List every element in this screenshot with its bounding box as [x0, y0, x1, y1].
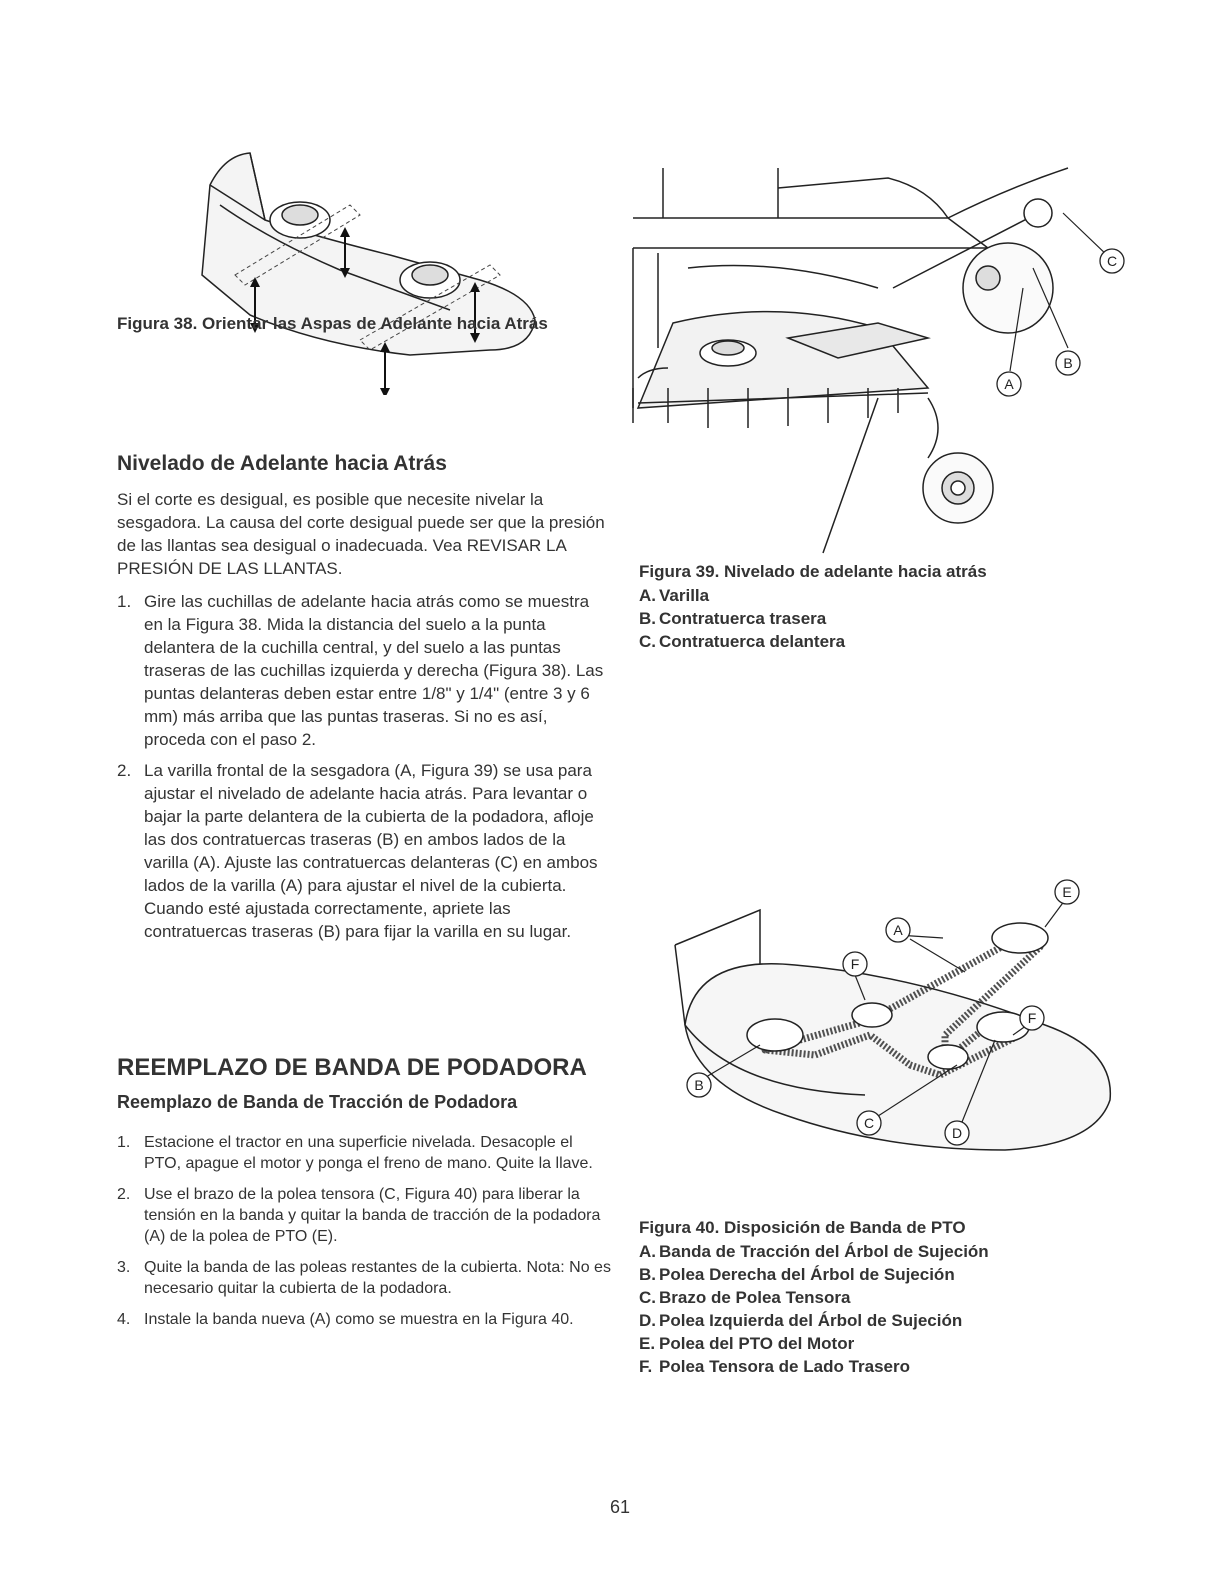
page-number: 61: [609, 1497, 631, 1517]
figure-40-legend: [639, 1240, 989, 1378]
section-title: REEMPLAZO DE BANDA DE PODADORA: [117, 1054, 587, 1081]
leveling-steps: [117, 590, 612, 951]
list-item: 2. La varilla frontal de la sesgadora (A, Figura 39) se usa para ajustar el nivelado de adelante hacia atrás. Para levantar o bajar la parte delantera de la cubierta de la podadora, afloje las dos contratuercas traseras (B) en ambos lados de la varilla (A). Ajuste las contratuercas delanteras (C) en ambos lados de la varilla (A) para ajustar el nivel de la cubierta. Cuando esté ajustada correctamente, apriete las contratuercas traseras (B) para fijar la varilla en su lugar.: [117, 761, 598, 941]
figure-38-illustration: [190, 145, 550, 395]
fig40-callout-f: F: [850, 956, 860, 972]
fig39-callout-b: B: [1063, 355, 1073, 371]
belt-subheading: Reemplazo de Banda de Tracción de Podadora: [117, 1092, 518, 1112]
legend-item: F. Polea Tensora de Lado Trasero: [639, 1357, 910, 1376]
legend-item: C. Contratuerca delantera: [639, 632, 846, 651]
list-item: 3. Quite la banda de las poleas restantes de la cubierta. Nota: No es necesario quitar la cubierta de la podadora.: [117, 1259, 611, 1297]
fig40-callout-a: A: [893, 922, 903, 938]
list-item: 4. Instale la banda nueva (A) como se muestra en la Figura 40.: [117, 1311, 574, 1328]
figure-39-caption: Figura 39. Nivelado de adelante hacia atrás: [639, 562, 987, 581]
legend-item: C. Brazo de Polea Tensora: [639, 1288, 851, 1307]
figure-38-caption: Figura 38. Orientar las Aspas de Adelante hacia Atrás: [117, 314, 548, 333]
belt-steps: [117, 1132, 612, 1340]
legend-item: B. Polea Derecha del Árbol de Sujeción: [639, 1265, 955, 1284]
fig39-callout-c: C: [1106, 253, 1118, 269]
leveling-intro: Si el corte es desigual, es posible que necesite nivelar la sesgadora. La causa del corte desigual puede ser que la presión de las llantas sea desigual o inadecuada. Vea REVISAR LA PRESIÓN DE LAS LLANTAS.: [117, 490, 605, 578]
fig40-callout-f: F: [1027, 1010, 1037, 1026]
legend-item: A. Banda de Tracción del Árbol de Sujeción: [639, 1242, 989, 1261]
legend-item: A. Varilla: [639, 586, 710, 605]
fig39-callout-a: A: [1004, 376, 1014, 392]
fig40-callout-c: C: [863, 1115, 875, 1131]
figure-39-illustration: [628, 148, 1138, 558]
list-item: 2. Use el brazo de la polea tensora (C, Figura 40) para liberar la tensión en la banda y quitar la banda de tracción de la podadora (A) de la polea de PTO (E).: [117, 1186, 601, 1245]
list-item: 1. Gire las cuchillas de adelante hacia atrás como se muestra en la Figura 38. Mida la distancia del suelo a la punta delantera de la cuchilla central, y del suelo a las puntas traseras de las cuchillas izquierda y derecha (Figura 38). Las puntas delanteras deben estar entre 1/8" y 1/4" (entre 3 y 6 mm) más arriba que las puntas traseras. Si no es así, proceda con el paso 2.: [117, 592, 604, 749]
leveling-heading: Nivelado de Adelante hacia Atrás: [117, 452, 447, 475]
fig40-callout-e: E: [1062, 884, 1072, 900]
list-item: 1. Estacione el tractor en una superficie nivelada. Desacople el PTO, apague el motor y ponga el freno de mano. Quite la llave.: [117, 1134, 593, 1172]
legend-item: E. Polea del PTO del Motor: [639, 1334, 855, 1353]
figure-40-caption: Figura 40. Disposición de Banda de PTO: [639, 1218, 966, 1237]
figure-40-illustration: [665, 875, 1120, 1205]
legend-item: B. Contratuerca trasera: [639, 609, 827, 628]
fig40-callout-b: B: [694, 1077, 704, 1093]
legend-item: D. Polea Izquierda del Árbol de Sujeción: [639, 1311, 963, 1330]
fig40-callout-d: D: [951, 1125, 963, 1141]
figure-39-legend: [639, 584, 845, 653]
